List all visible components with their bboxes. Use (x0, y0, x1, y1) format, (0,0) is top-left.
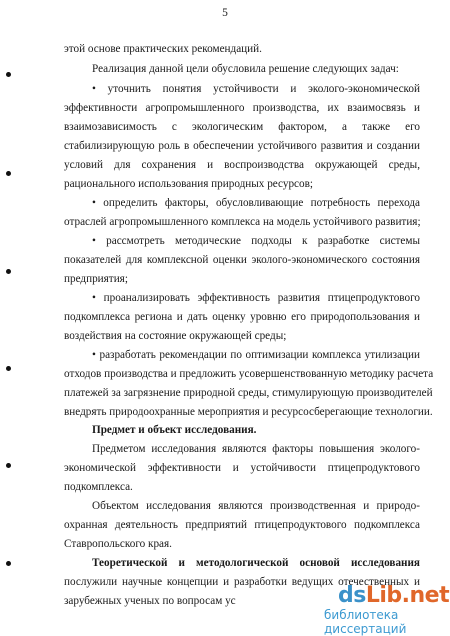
binding-hole-mark (6, 366, 11, 371)
page-number: 5 (222, 7, 228, 19)
binding-hole-mark (6, 463, 11, 468)
text-line: • разработать рекомендации по оптимизации комплекса утилизации (92, 349, 420, 361)
text-line: • рассмотреть методические подходы к разработке системы (92, 235, 420, 247)
watermark-subtitle: библиотека диссертаций (324, 608, 407, 636)
text-line: Ставропольского края. (64, 538, 172, 550)
text-line: • проанализировать эффективность развития птицепродуктового (92, 292, 420, 304)
text-line: подкомплекса региона и дать оценку уровню его природопользования и (64, 311, 420, 323)
text-line: Объектом исследования являются производственная и природо- (92, 500, 420, 512)
binding-hole-mark (6, 269, 11, 274)
text-line: показателей для комплексной оценки эколого-экономического состояния (64, 254, 420, 266)
text-line: воздействия на состояние окружающей среды; (64, 330, 287, 342)
binding-hole-mark (6, 171, 11, 176)
watermark-logo-ds: ds (338, 583, 366, 608)
text-line: взаимозависимость с экологическим фактором, а также его (64, 121, 420, 133)
watermark-logo (338, 583, 449, 608)
text-line: • определить факторы, обусловливающие потребность перехода (92, 197, 420, 209)
text-line: условий для сохранения и воспроизводства окружающей среды, (64, 159, 420, 171)
binding-hole-mark (6, 561, 11, 566)
text-line: отходов производства и предложить усовершенствованную методику расчета (64, 368, 434, 380)
text-line: послужили научные концепции и разработки ведущих отечественных и (64, 576, 420, 588)
text-line: Реализация данной цели обусловила решение следующих задач: (92, 63, 399, 75)
text-line: предприятия; (64, 273, 128, 285)
text-line: платежей за загрязнение природной среды, стимулирующую производителей (64, 387, 433, 399)
text-line: эффективности агропромышленного производства, их взаимосвязь и (64, 102, 420, 114)
text-line: внедрять природоохранные мероприятия и ресурсосберегающие технологии. (64, 406, 433, 418)
text-line: Теоретической и методологической основой исследования (92, 557, 420, 569)
text-line: Предметом исследования являются факторы повышения эколого- (92, 443, 420, 455)
text-line: стабилизирующую роль в обеспечении устойчивого развития и создании (64, 140, 420, 152)
text-line: отраслей агропромышленного комплекса на модель устойчивого развития; (64, 216, 421, 228)
text-line: экономической эффективности и устойчивости птицепродуктового (64, 462, 420, 474)
text-line: подкомплекса. (64, 481, 133, 493)
binding-hole-mark (6, 72, 11, 77)
text-line: • уточнить понятия устойчивости и эколого-экономической (92, 83, 420, 95)
text-line: этой основе практических рекомендаций. (64, 43, 262, 55)
watermark-logo-lib: Lib.net (365, 583, 450, 608)
text-line: рационального использования природных ресурсов; (64, 178, 313, 190)
section-heading: Предмет и объект исследования. (92, 424, 257, 436)
text-line: охранная деятельность предприятий птицепродуктового подкомплекса (64, 519, 420, 531)
text-line: зарубежных ученых по вопросам ус (64, 595, 236, 607)
